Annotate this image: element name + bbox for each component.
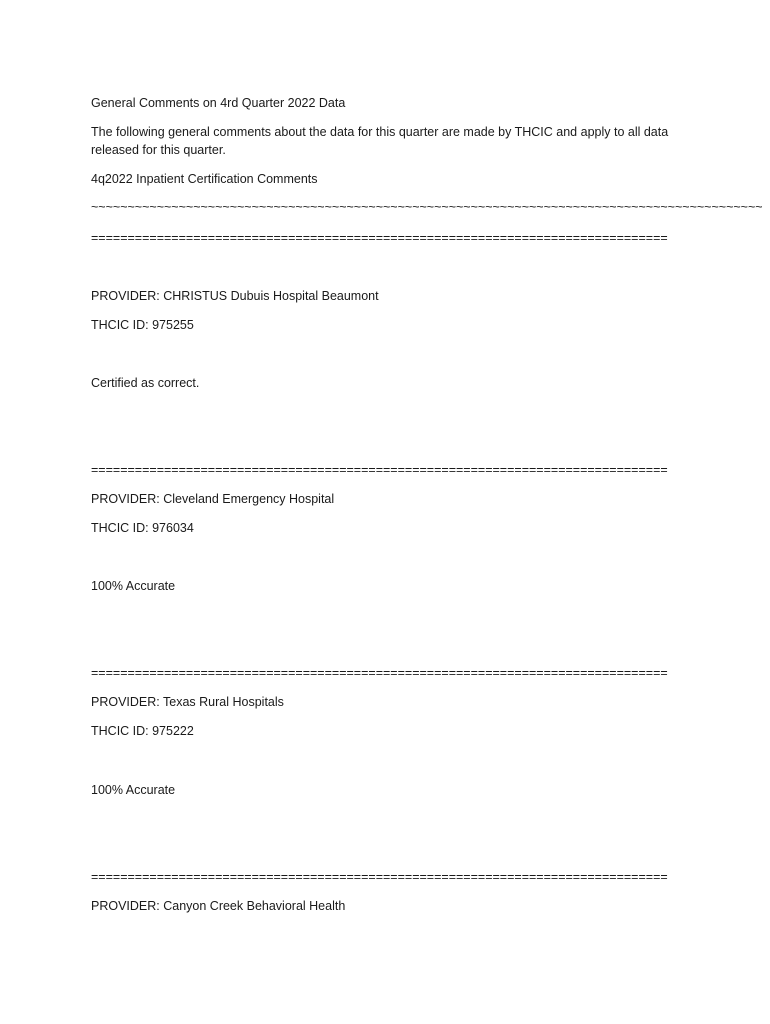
thcic-id: THCIC ID: 976034 <box>91 521 194 535</box>
section-divider: =============================================================================== <box>91 463 668 477</box>
provider-name: PROVIDER: Cleveland Emergency Hospital <box>91 492 335 506</box>
tilde-divider: ~~~~~~~~~~~~~~~~~~~~~~~~~~~~~~~~~~~~~~~~~~~~~~~~~~~~~~~~~~~~~~~~~~~~~~~~~~~~~~~~~~~~~~~~~~~~ <box>91 200 763 214</box>
thcic-id: THCIC ID: 975222 <box>91 724 194 738</box>
provider-name: PROVIDER: CHRISTUS Dubuis Hospital Beaumont <box>91 289 379 303</box>
certification-subheading: 4q2022 Inpatient Certification Comments <box>91 172 318 186</box>
provider-comment: 100% Accurate <box>91 783 176 797</box>
intro-paragraph: The following general comments about the data for this quarter are made by THCIC and apply to all data released for this quarter. <box>91 125 669 157</box>
section-divider: =============================================================================== <box>91 666 668 680</box>
thcic-id: THCIC ID: 975255 <box>91 318 194 332</box>
provider-name: PROVIDER: Canyon Creek Behavioral Health <box>91 899 346 913</box>
provider-comment: Certified as correct. <box>91 376 200 390</box>
provider-comment: 100% Accurate <box>91 579 176 593</box>
section-divider: =============================================================================== <box>91 870 668 884</box>
provider-name: PROVIDER: Texas Rural Hospitals <box>91 695 284 709</box>
document-heading: General Comments on 4rd Quarter 2022 Data <box>91 96 346 110</box>
section-divider: =============================================================================== <box>91 231 668 245</box>
